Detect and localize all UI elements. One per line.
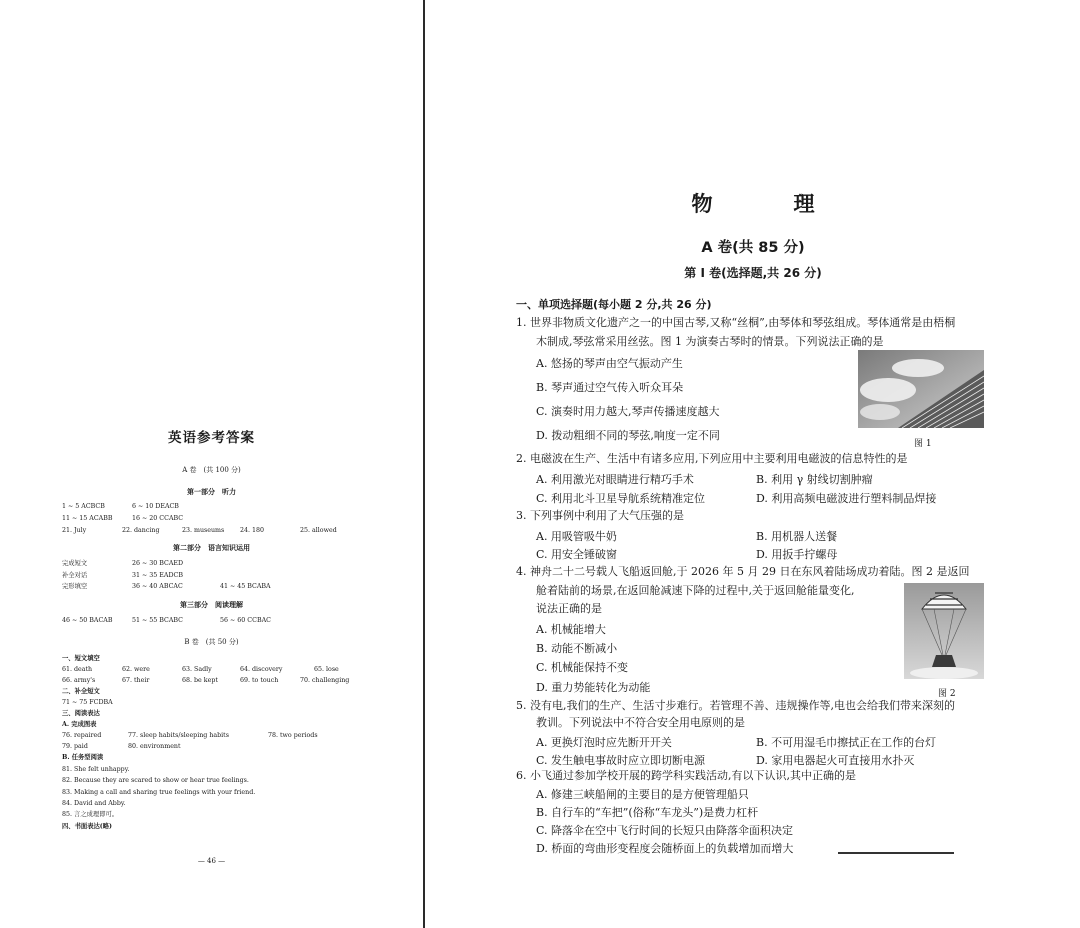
question-2: 2. 电磁波在生产、生活中有诸多应用,下列应用中主要利用电磁波的信息特性的是 <box>516 452 908 465</box>
section-heading: 一、短文填空 <box>62 655 100 662</box>
option-a: A. 更换灯泡时应先断开开关 <box>536 736 672 749</box>
option-d: D. 重力势能转化为动能 <box>536 681 651 694</box>
question-4: 4. 神舟二十二号载人飞船返回舱,于 2026 年 5 月 29 日在东风着陆场成功着陆。图 2 是返回 <box>516 565 970 578</box>
question-4-line3: 说法正确的是 <box>536 602 602 615</box>
option-b: B. 用机器人送餐 <box>756 530 838 543</box>
page-number: — 46 — <box>197 857 226 865</box>
section-heading: 一、单项选择题(每小题 2 分,共 26 分) <box>516 298 712 311</box>
option-b: B. 利用 γ 射线切割肿瘤 <box>756 473 873 486</box>
english-answer-page: 英语参考答案 A 卷 (共 100 分) 第一部分 听力 1 ~ 5 ACBCB 6 ~ 10 DEACB 11 ~ 15 ACABB 16 ~ 20 CCABC 21. July 22. dancing 23. museums 24. 180 25. allowed 第二部分 语言知识运用 完成短文 26 ~ 30 BCAED 补全对话 31 ~ 35 EADCB 完形填空 36 ~ 40 ABCAC 41 ~ 45 BCABA 第三部分 阅读理解 46 ~ 50 BACAB 51 ~ 55 BCABC 56 ~ 60 CCBAC B 卷 (共 50 分) 一、短文填空 61. death 62. were 63. Sadly 64. discovery 65. lose 66. army's 67. their 68. be kept 69. to touch 70. challenging 二、补全短文 71 ~ 75 FCDBA 三、阅读表达 A. 完成图表 76. repaired 77. sleep habits/sleeping habits 78. two periods 79. paid 80. environment B. 任务型阅读 81. She felt unhappy. 82. Because they are scared to show or hear true feelings. 83. Making a call and sharing true feelings with your friend. 84. David and Abby. 85. 言之成理即可。 四、书面表达(略) — 46 — <box>0 0 423 928</box>
guqin-photo <box>858 350 984 428</box>
option-c: C. 机械能保持不变 <box>536 661 629 674</box>
part3-heading: 第三部分 阅读理解 <box>180 600 243 609</box>
option-c: C. 利用北斗卫星导航系统精准定位 <box>536 492 706 505</box>
option-d: D. 家用电器起火可直接用水扑灭 <box>756 754 915 767</box>
paper-a-title: A 卷(共 85 分) <box>701 240 805 256</box>
option-c: C. 发生触电事故时应立即切断电源 <box>536 754 706 767</box>
question-1: 1. 世界非物质文化遗产之一的中国古琴,又称“丝桐”,由琴体和琴弦组成。琴体通常是由梧桐 <box>516 316 956 329</box>
option-a: A. 修建三峡船闸的主要目的是方便管理船只 <box>536 788 749 801</box>
figure-1-caption: 图 1 <box>914 439 932 449</box>
part1-heading: 第一部分 听力 <box>187 487 236 496</box>
option-b: B. 自行车的“车把”(俗称“车龙头”)是费力杠杆 <box>536 806 759 819</box>
option-a: A. 用吸管吸牛奶 <box>536 530 617 543</box>
option-a: A. 利用激光对眼睛进行精巧手术 <box>536 473 694 486</box>
answer-row: 71 ~ 75 FCDBA <box>62 699 113 706</box>
physics-title: 物 理 <box>691 192 845 216</box>
subsection-heading: A. 完成图表 <box>62 721 97 728</box>
option-d: D. 利用高频电磁波进行塑料制品焊接 <box>756 492 937 505</box>
section-heading: 二、补全短文 <box>62 688 100 695</box>
physics-exam-page <box>426 0 1080 928</box>
question-1-line2: 木制成,琴弦常采用丝弦。图 1 为演奏古琴时的情景。下列说法正确的是 <box>536 335 884 348</box>
option-a: A. 悠扬的琴声由空气振动产生 <box>536 357 683 370</box>
option-d: D. 桥面的弯曲形变程度会随桥面上的负载增加而增大 <box>536 842 794 855</box>
return-capsule-photo <box>904 583 984 679</box>
answer-row: 85. 言之成理即可。 <box>62 811 119 818</box>
answer-row: 84. David and Abby. <box>62 800 126 807</box>
question-5-line2: 教训。下列说法中不符合安全用电原则的是 <box>536 716 745 729</box>
option-d: D. 拨动粗细不同的琴弦,响度一定不同 <box>536 429 720 442</box>
question-5: 5. 没有电,我们的生产、生活寸步难行。若管理不善、违规操作等,电也会给我们带来深刻的 <box>516 699 955 712</box>
option-b: B. 不可用湿毛巾擦拭正在工作的台灯 <box>756 736 937 749</box>
part2-heading: 第二部分 语言知识运用 <box>173 543 250 552</box>
answer-row: 82. Because they are scared to show or hear true feelings. <box>62 777 249 784</box>
option-a: A. 机械能增大 <box>536 623 606 636</box>
page-edge-mark <box>838 852 954 854</box>
paper-a-heading: A 卷 (共 100 分) <box>182 466 241 474</box>
answer-row: 81. She felt unhappy. <box>62 766 130 773</box>
question-6: 6. 小飞通过参加学校开展的跨学科实践活动,有以下认识,其中正确的是 <box>516 769 856 782</box>
option-c: C. 降落伞在空中飞行时间的长短只由降落伞面积决定 <box>536 824 794 837</box>
question-3: 3. 下列事例中利用了大气压强的是 <box>516 509 684 522</box>
volume-1-title: 第 Ⅰ 卷(选择题,共 26 分) <box>684 266 822 280</box>
question-4-line2: 舱着陆前的场景,在返回舱减速下降的过程中,关于返回舱能量变化, <box>536 584 855 597</box>
option-c: C. 演奏时用力越大,琴声传播速度越大 <box>536 405 720 418</box>
option-b: B. 琴声通过空气传入听众耳朵 <box>536 381 684 394</box>
english-answers-title: 英语参考答案 <box>168 430 255 446</box>
option-b: B. 动能不断减小 <box>536 642 618 655</box>
page-divider <box>423 0 425 928</box>
paper-b-heading: B 卷 (共 50 分) <box>184 638 239 646</box>
option-c: C. 用安全锤破窗 <box>536 548 618 561</box>
subsection-heading: B. 任务型阅读 <box>62 754 104 761</box>
section-heading: 三、阅读表达 <box>62 710 100 717</box>
answer-row: 83. Making a call and sharing true feelings with your friend. <box>62 789 256 796</box>
figure-2-caption: 图 2 <box>938 689 956 699</box>
option-d: D. 用扳手拧螺母 <box>756 548 838 561</box>
section-heading: 四、书面表达(略) <box>62 823 113 830</box>
